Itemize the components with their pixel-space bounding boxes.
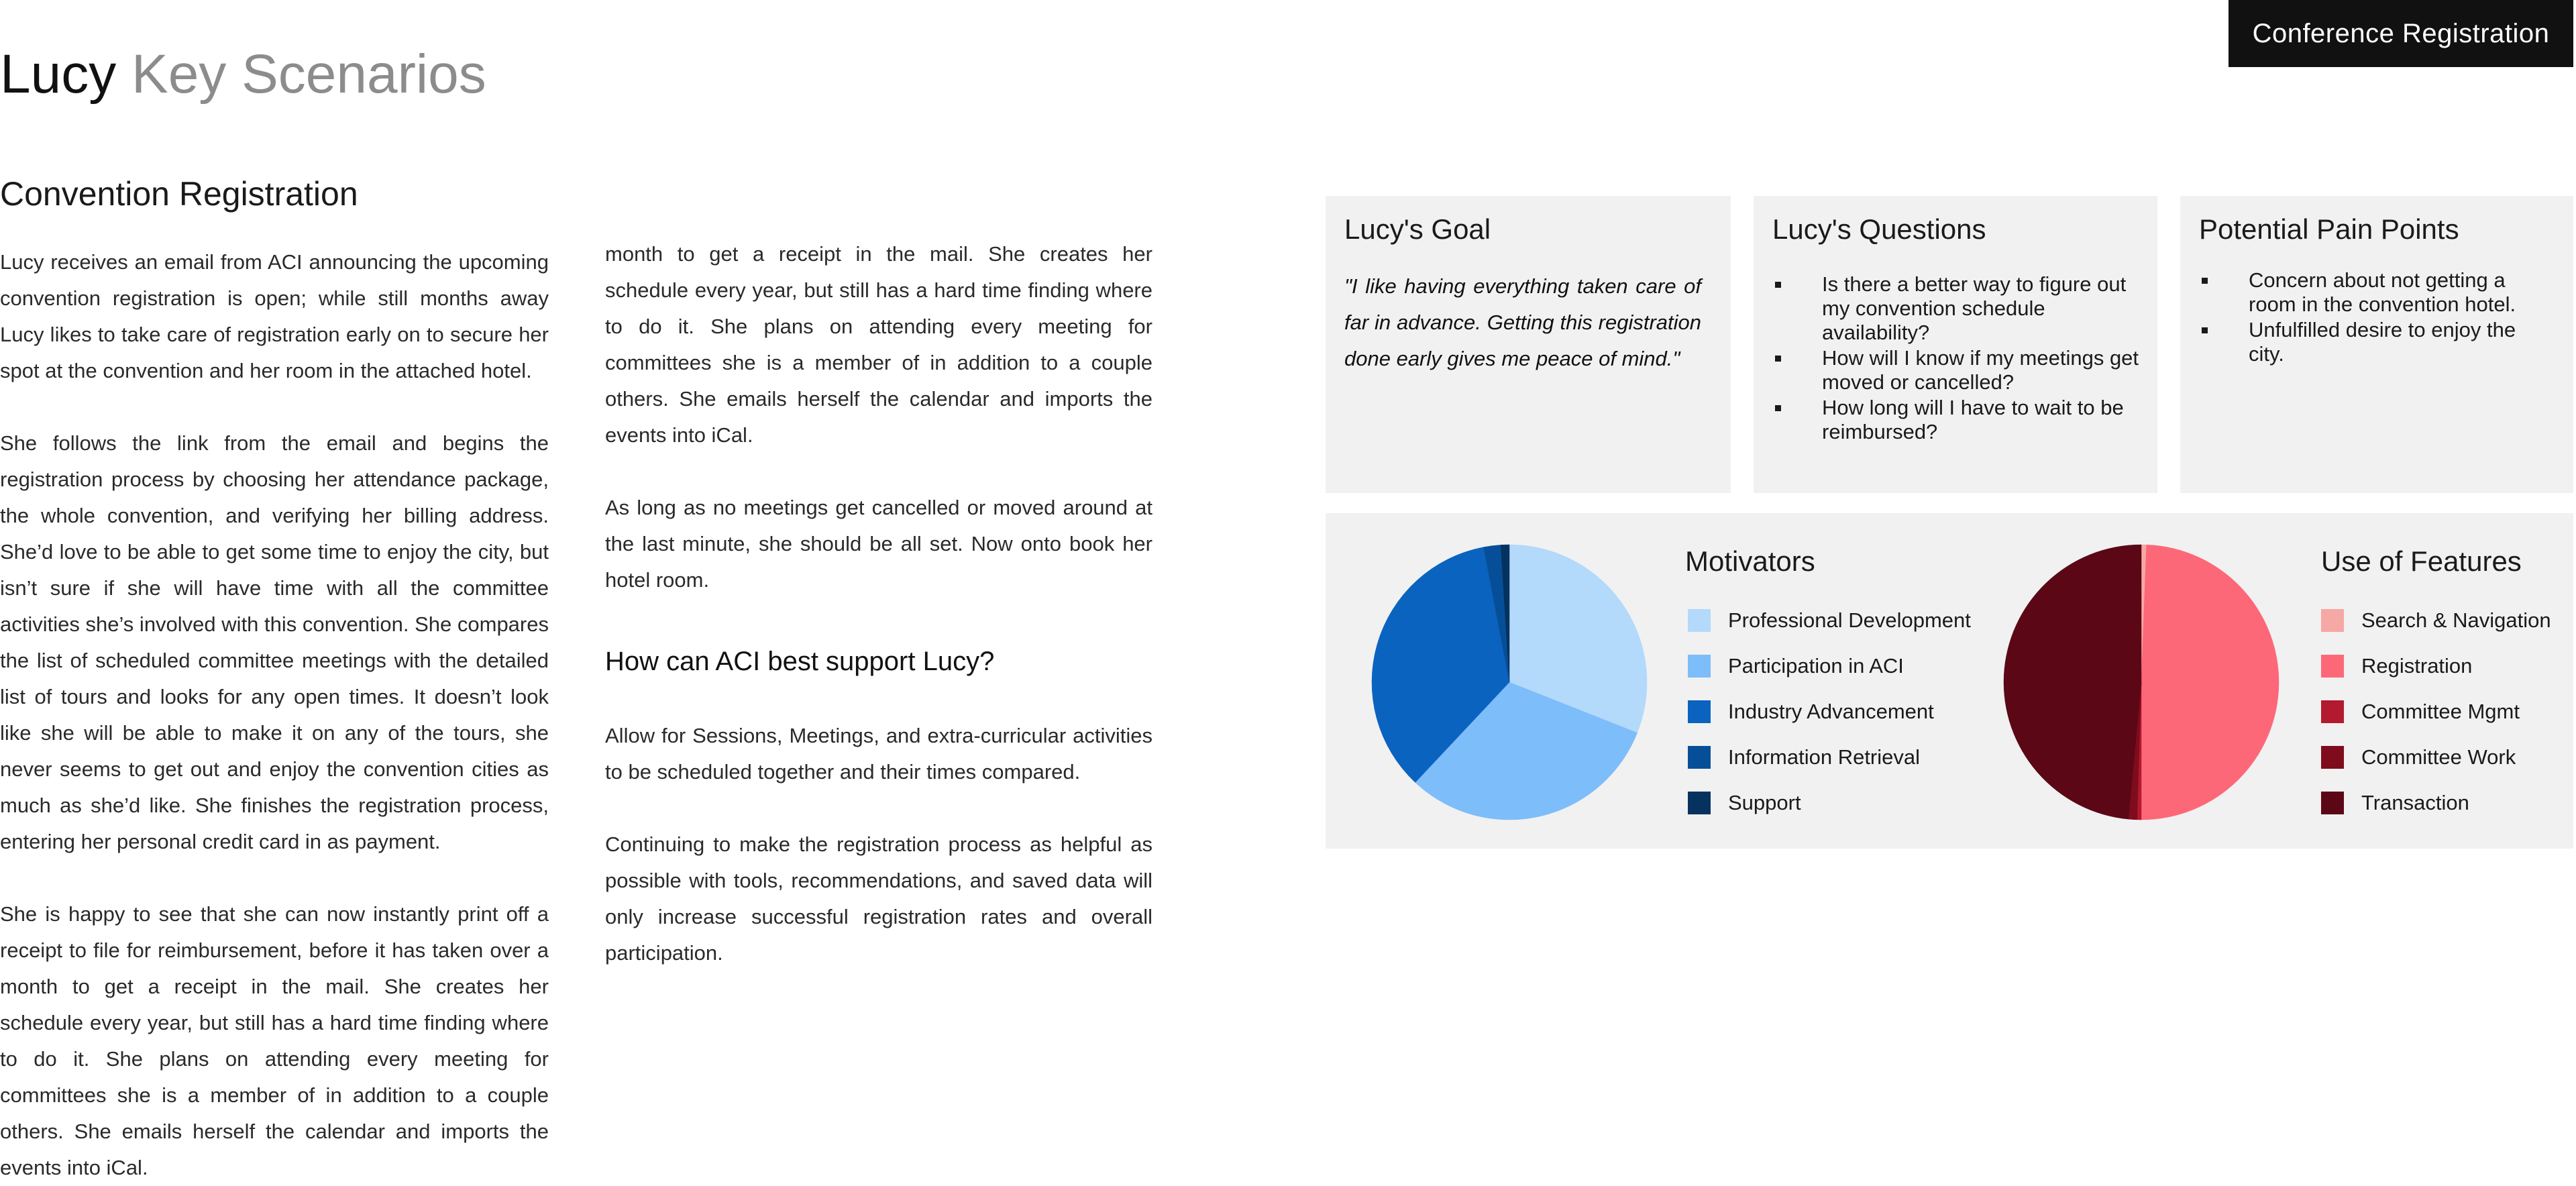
list-item — [1775, 272, 2151, 345]
list-item-text: Unfulfilled desire to enjoy the city. — [2249, 318, 2516, 366]
legend-swatch — [1688, 655, 1711, 678]
legend-item-registration — [2321, 643, 2551, 689]
scenario-paragraph: She follows the link from the email and begins the registration process by choosing her attendance package, the whole convention, and verifying her billing address. She’d love to be able to get some time to enjoy the city, but isn’t sure if she will have time with all the committee activities she’s involved with this convention. She compares the list of scheduled committee meetings with the detailed list of tours and looks for any open times. It doesn’t look like she will be able to make it on any of the tours, she never seems to get out and enjoy the convention cities as much as she’d like. She finishes the registration process, entering her personal credit card in as payment. — [0, 431, 549, 853]
scenario-paragraph: Lucy receives an email from ACI announcing the upcoming convention registration is open; while still months away Lucy likes to take care of registration early on to secure her spot at the convention and her room in the attached hotel. — [0, 250, 549, 382]
legend-label: Registration — [2361, 654, 2473, 678]
section-title: Convention Registration — [0, 175, 358, 213]
goal-quote: "I like having everything taken care of far in advance. Getting this registration done early gives me peace of mind." — [1344, 274, 1701, 370]
page-title-name: Lucy — [0, 44, 117, 105]
features-chart-title: Use of Features — [2321, 545, 2522, 577]
legend-item-transaction — [2321, 780, 2551, 826]
legend-swatch — [2321, 700, 2344, 723]
list-item-text: How long will I have to wait to be reimbursed? — [1822, 396, 2124, 443]
legend-swatch — [2321, 792, 2344, 814]
pain-points-list — [2202, 268, 2551, 368]
legend-label: Information Retrieval — [1728, 745, 1921, 769]
legend-label: Industry Advancement — [1728, 700, 1934, 723]
features-legend — [2321, 598, 2551, 826]
legend-item-committee-mgmt — [2321, 689, 2551, 735]
list-item — [2202, 318, 2551, 366]
legend-item-information-retrieval — [1688, 735, 1971, 780]
scenario-paragraph: As long as no meetings get cancelled or moved around at the last minute, she should be all set. Now onto book her hotel room. — [605, 496, 1152, 592]
legend-swatch — [1688, 746, 1711, 769]
pie-slice-registration — [2141, 545, 2279, 820]
features-pie-chart — [2000, 541, 2282, 823]
legend-label: Committee Mgmt — [2361, 700, 2520, 723]
list-item-text: How will I know if my meetings get moved or cancelled? — [1822, 346, 2139, 394]
legend-label: Transaction — [2361, 791, 2469, 814]
bullet-icon — [2202, 278, 2208, 284]
legend-label: Participation in ACI — [1728, 654, 1904, 678]
legend-item-professional-development — [1688, 598, 1971, 643]
list-item-text: Is there a better way to figure out my convention schedule availability? — [1822, 272, 2127, 344]
legend-item-support — [1688, 780, 1971, 826]
bullet-icon — [1775, 405, 1781, 411]
list-item — [1775, 346, 2151, 394]
legend-swatch — [1688, 792, 1711, 814]
motivators-legend — [1688, 598, 1971, 826]
scenario-column-2 — [605, 236, 1152, 1008]
pain-points-title: Potential Pain Points — [2199, 213, 2459, 245]
support-heading: How can ACI best support Lucy? — [605, 647, 995, 676]
legend-swatch — [1688, 609, 1711, 632]
bullet-icon — [2202, 327, 2208, 333]
legend-swatch — [2321, 655, 2344, 678]
pie-slice-transaction — [2004, 545, 2141, 819]
list-item — [2202, 268, 2551, 317]
legend-item-search-navigation — [2321, 598, 2551, 643]
legend-item-participation-in-aci — [1688, 643, 1971, 689]
page-title-rest: Key Scenarios — [116, 44, 486, 105]
legend-label: Professional Development — [1728, 608, 1971, 632]
motivators-chart-title: Motivators — [1685, 545, 1815, 577]
legend-label: Support — [1728, 791, 1801, 814]
questions-list — [1775, 272, 2151, 445]
list-item-text: Concern about not getting a room in the convention hotel. — [2249, 268, 2516, 316]
legend-item-industry-advancement — [1688, 689, 1971, 735]
list-item — [1775, 396, 2151, 444]
scenario-paragraph: She is happy to see that she can now instantly print off a receipt to file for reimbursement, before it has taken over a month to get a receipt in the mail. She creates her schedule every year, but still has a hard time finding where to do it. She plans on attending every meeting for committees she is a member of in addition to a couple others. She emails herself the calendar and imports the events into iCal. — [0, 902, 549, 1179]
charts-panel — [1326, 513, 2573, 849]
bullet-icon — [1775, 282, 1781, 288]
page-title — [0, 44, 486, 105]
bullet-icon — [1775, 356, 1781, 362]
legend-item-committee-work — [2321, 735, 2551, 780]
page-badge: Conference Registration — [2229, 0, 2573, 67]
scenario-paragraph-continued: month to get a receipt in the mail. She creates her schedule every year, but still has a hard time finding where to do it. She plans on attending every meeting for committees she is a member of in addition to a couple others. She emails herself the calendar and imports the events into iCal. — [605, 242, 1152, 447]
legend-label: Search & Navigation — [2361, 608, 2551, 632]
motivators-pie-chart — [1368, 541, 1650, 823]
legend-swatch — [2321, 609, 2344, 632]
support-paragraph: Allow for Sessions, Meetings, and extra-curricular activities to be scheduled together and their times compared. — [605, 724, 1152, 784]
pain-points-card — [2180, 196, 2573, 493]
goal-title: Lucy's Goal — [1344, 213, 1491, 245]
questions-title: Lucy's Questions — [1772, 213, 1986, 245]
legend-label: Committee Work — [2361, 745, 2516, 769]
legend-swatch — [2321, 746, 2344, 769]
scenario-column-1 — [0, 244, 549, 1179]
goal-card — [1326, 196, 1731, 493]
questions-card — [1754, 196, 2157, 493]
support-paragraph: Continuing to make the registration process as helpful as possible with tools, recommendations, and saved data will only increase successful registration rates and overall participation. — [605, 832, 1152, 965]
legend-swatch — [1688, 700, 1711, 723]
